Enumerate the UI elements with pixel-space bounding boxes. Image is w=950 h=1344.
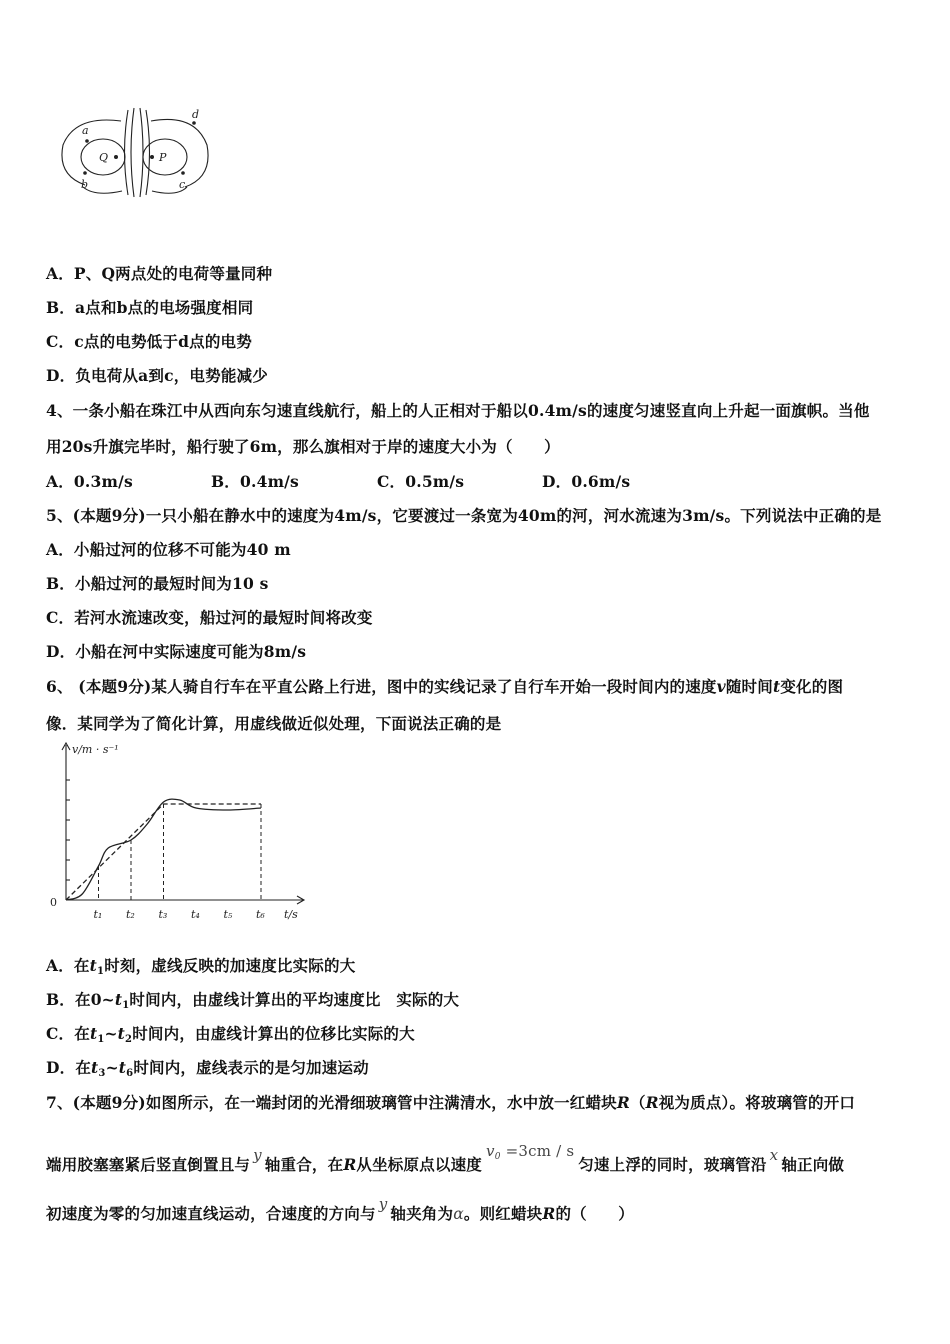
q6-option-c: C．在$t_1\sim t_2$时间内，由虚线计算出的位移比实际的大 — [46, 1024, 415, 1045]
q6-option-b: B．在$0\sim t_1$时间内，由虚线计算出的平均速度比 实际的大 — [46, 990, 460, 1011]
q5-option-a: A．小船过河的位移不可能为40 m — [46, 540, 291, 559]
v0-formula: $v_0 =3cm / s$ — [486, 1142, 575, 1162]
label-p: P — [159, 151, 167, 164]
q5-option-b: B．小船过河的最短时间为10 s — [46, 574, 269, 593]
label-c: c — [179, 178, 186, 191]
q7-stem-line1: 7、(本题9分)如图所示，在一端封闭的光滑细玻璃管中注满清水，水中放一红蜡块R（R视为质点）。将玻璃管的开口 — [46, 1093, 856, 1112]
q6-stem-line2: 像．某同学为了简化计算，用虚线做近似处理，下面说法正确的是 — [46, 714, 502, 733]
origin-label: 0 — [50, 896, 57, 909]
q4-option-a: A．0.3m/s — [46, 472, 133, 491]
x-tick-label: t₁ — [93, 908, 103, 921]
q6-option-d: D．在$t_3\sim t_6$时间内，虚线表示的是匀加速运动 — [46, 1058, 369, 1079]
x-tick-label: t₆ — [256, 908, 265, 921]
q6-option-a: A．在$t_1$时刻，虚线反映的加速度比实际的大 — [46, 956, 356, 977]
electric-field-figure — [55, 105, 215, 200]
x-tick-label: t₄ — [191, 908, 200, 921]
y-axis-label: v/m · s⁻¹ — [72, 743, 119, 756]
q4-option-c: C．0.5m/s — [377, 472, 465, 491]
q5-option-d: D．小船在河中实际速度可能为8m/s — [46, 642, 307, 661]
x-tick-label: t₃ — [158, 908, 168, 921]
q4-stem-line2: 用20s升旗完毕时，船行驶了6m，那么旗相对于岸的速度大小为（ ） — [46, 437, 560, 456]
velocity-time-chart — [46, 740, 308, 925]
q3-option-c: C．c点的电势低于d点的电势 — [46, 332, 252, 351]
label-q: Q — [99, 151, 109, 164]
label-d: d — [192, 108, 200, 121]
label-a: a — [82, 124, 89, 137]
q7-stem-line2: 端用胶塞塞紧后竖直倒置且与 y 轴重合，在R从坐标原点以速度$v_0 =3cm / s$匀速上浮的同时，玻璃管沿 x 轴正向做 — [46, 1142, 845, 1174]
q7-stem-line3: 初速度为零的匀加速直线运动，合速度的方向与 y 轴夹角为α。则红蜡块R的（ ） — [46, 1195, 634, 1223]
q5-stem: 5、(本题9分)一只小船在静水中的速度为4m/s，它要渡过一条宽为40m的河，河水流速为3m/s。下列说法中正确的是 — [46, 506, 882, 525]
x-tick-label: t₅ — [223, 908, 233, 921]
x-axis-label: t/s — [284, 908, 298, 921]
q5-option-c: C．若河水流速改变，船过河的最短时间将改变 — [46, 608, 373, 627]
q3-option-d: D．负电荷从a到c，电势能减少 — [46, 366, 268, 385]
x-tick-label: t₂ — [126, 908, 135, 921]
q3-option-b: B．a点和b点的电场强度相同 — [46, 298, 254, 317]
label-b: b — [81, 178, 89, 191]
q4-stem-line1: 4、一条小船在珠江中从西向东匀速直线航行，船上的人正相对于船以0.4m/s的速度匀速竖直向上升起一面旗帜。当他 — [46, 401, 870, 420]
q4-option-b: B．0.4m/s — [211, 472, 299, 491]
q4-options — [0, 470, 950, 490]
q6-stem-line1: 6、 (本题9分)某人骑自行车在平直公路上行进，图中的实线记录了自行车开始一段时间内的速度v随时间t变化的图 — [46, 677, 844, 696]
q4-option-d: D．0.6m/s — [542, 472, 631, 491]
q3-option-a: A．P、Q两点处的电荷等量同种 — [46, 264, 273, 283]
